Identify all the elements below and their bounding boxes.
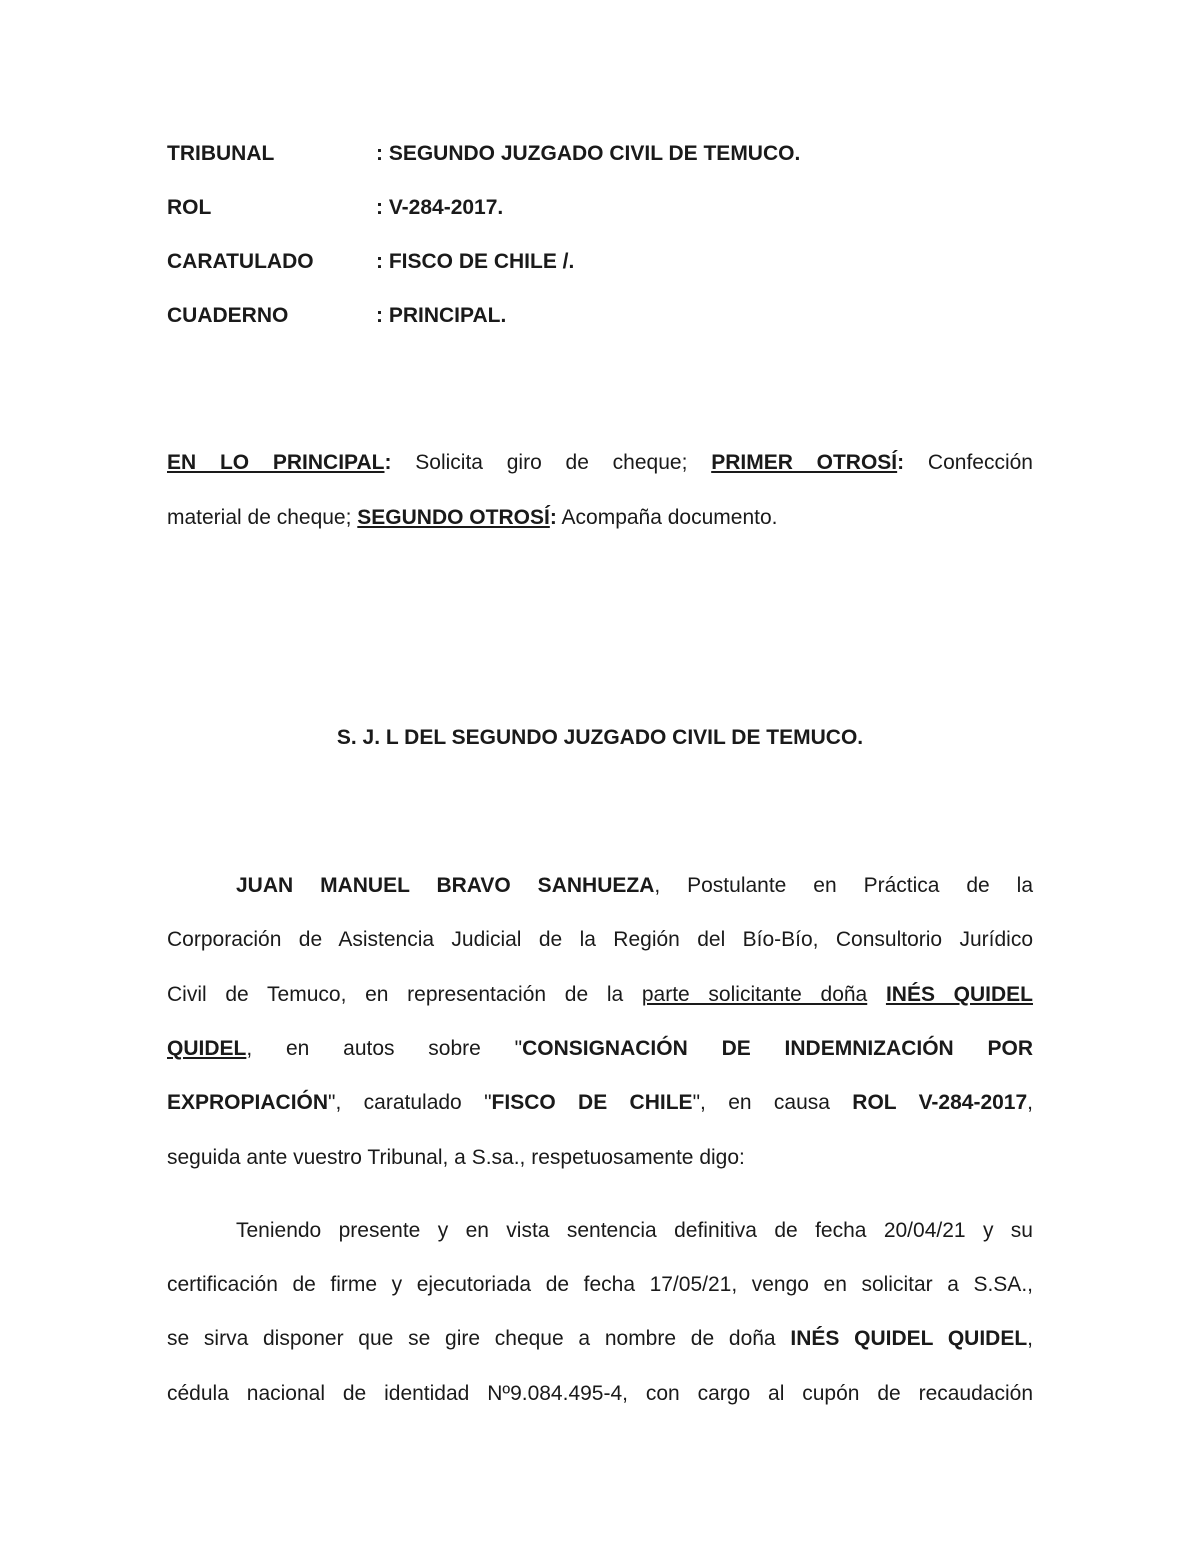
case-subject-cont: EXPROPIACIÓN — [167, 1091, 329, 1114]
header-value: : V-284-2017. — [376, 196, 504, 219]
header-label: ROL — [167, 196, 212, 219]
case-subject: CONSIGNACIÓN DE INDEMNIZACIÓN POR — [522, 1037, 1034, 1060]
paragraph1-line-5 — [167, 1090, 1033, 1116]
case-rol: ROL V-284-2017 — [852, 1091, 1028, 1114]
party-label: parte solicitante doña — [641, 983, 868, 1006]
paragraph-text: ", en causa — [692, 1091, 853, 1114]
paragraph-text: , en autos sobre " — [246, 1037, 523, 1060]
first-otrosi-text: Confección — [927, 451, 1033, 474]
paragraph1-line-3 — [167, 982, 1033, 1008]
header-label: CUADERNO — [167, 304, 289, 327]
party-name: INÉS QUIDEL — [885, 983, 1033, 1006]
paragraph1-line-2 — [167, 927, 1033, 953]
paragraph2-line-2 — [167, 1272, 1033, 1298]
paragraph-text: se sirva disponer que se gire cheque a nombre de doña — [167, 1327, 791, 1350]
paragraph-text: Teniendo presente y en vista sentencia definitiva de fecha 20/04/21 y su — [236, 1219, 1033, 1242]
principal-label: EN LO PRINCIPAL — [167, 451, 385, 474]
header-label: TRIBUNAL — [167, 142, 275, 165]
colon: : — [897, 451, 905, 474]
court-title: S. J. L DEL SEGUNDO JUZGADO CIVIL DE TEMUCO. — [336, 726, 864, 749]
summary-line-2 — [167, 505, 1033, 531]
petitioner-name: JUAN MANUEL BRAVO SANHUEZA — [236, 874, 655, 897]
paragraph2-line-3 — [167, 1326, 1033, 1352]
header-value: : FISCO DE CHILE /. — [376, 250, 575, 273]
second-otrosi-label: SEGUNDO OTROSÍ — [357, 506, 550, 529]
paragraph1-line-1 — [236, 873, 1033, 899]
colon: : — [549, 506, 557, 529]
paragraph-text: cédula nacional de identidad Nº9.084.495-4, con cargo al cupón de recaudación — [167, 1382, 1033, 1405]
first-otrosi-text-cont: material de cheque; — [167, 506, 352, 529]
paragraph2-line-4 — [167, 1381, 1033, 1407]
header-value: : PRINCIPAL. — [376, 304, 507, 327]
paragraph-text: , — [1027, 1091, 1034, 1114]
header-label: CARATULADO — [167, 250, 314, 273]
case-caption: FISCO DE CHILE — [491, 1091, 693, 1114]
summary-line-1 — [167, 450, 1033, 476]
paragraph-text: Civil de Temuco, en representación de la — [167, 983, 642, 1006]
header-value: : SEGUNDO JUZGADO CIVIL DE TEMUCO. — [376, 142, 801, 165]
paragraph-text: , — [1027, 1327, 1033, 1350]
second-otrosi-text: Acompaña documento. — [561, 506, 778, 529]
principal-text: Solicita giro de cheque; — [415, 451, 688, 474]
first-otrosi-label: PRIMER OTROSÍ — [711, 451, 898, 474]
colon: : — [384, 451, 392, 474]
paragraph-text: Corporación de Asistencia Judicial de la Región del Bío-Bío, Consultorio Jurídico — [167, 928, 1033, 951]
paragraph2-line-1 — [236, 1218, 1033, 1244]
paragraph1-line-4 — [167, 1036, 1033, 1062]
paragraph-text: certificación de firme y ejecutoriada de fecha 17/05/21, vengo en solicitar a S.SA., — [167, 1273, 1033, 1296]
party-name-cont: QUIDEL — [167, 1037, 247, 1060]
paragraph1-line-6 — [167, 1145, 1033, 1171]
paragraph-text: seguida ante vuestro Tribunal, a S.sa., respetuosamente digo: — [167, 1146, 745, 1169]
paragraph-text: , Postulante en Práctica de la — [654, 874, 1033, 897]
beneficiary-name: INÉS QUIDEL QUIDEL — [790, 1327, 1028, 1350]
paragraph-text: ", caratulado " — [328, 1091, 492, 1114]
